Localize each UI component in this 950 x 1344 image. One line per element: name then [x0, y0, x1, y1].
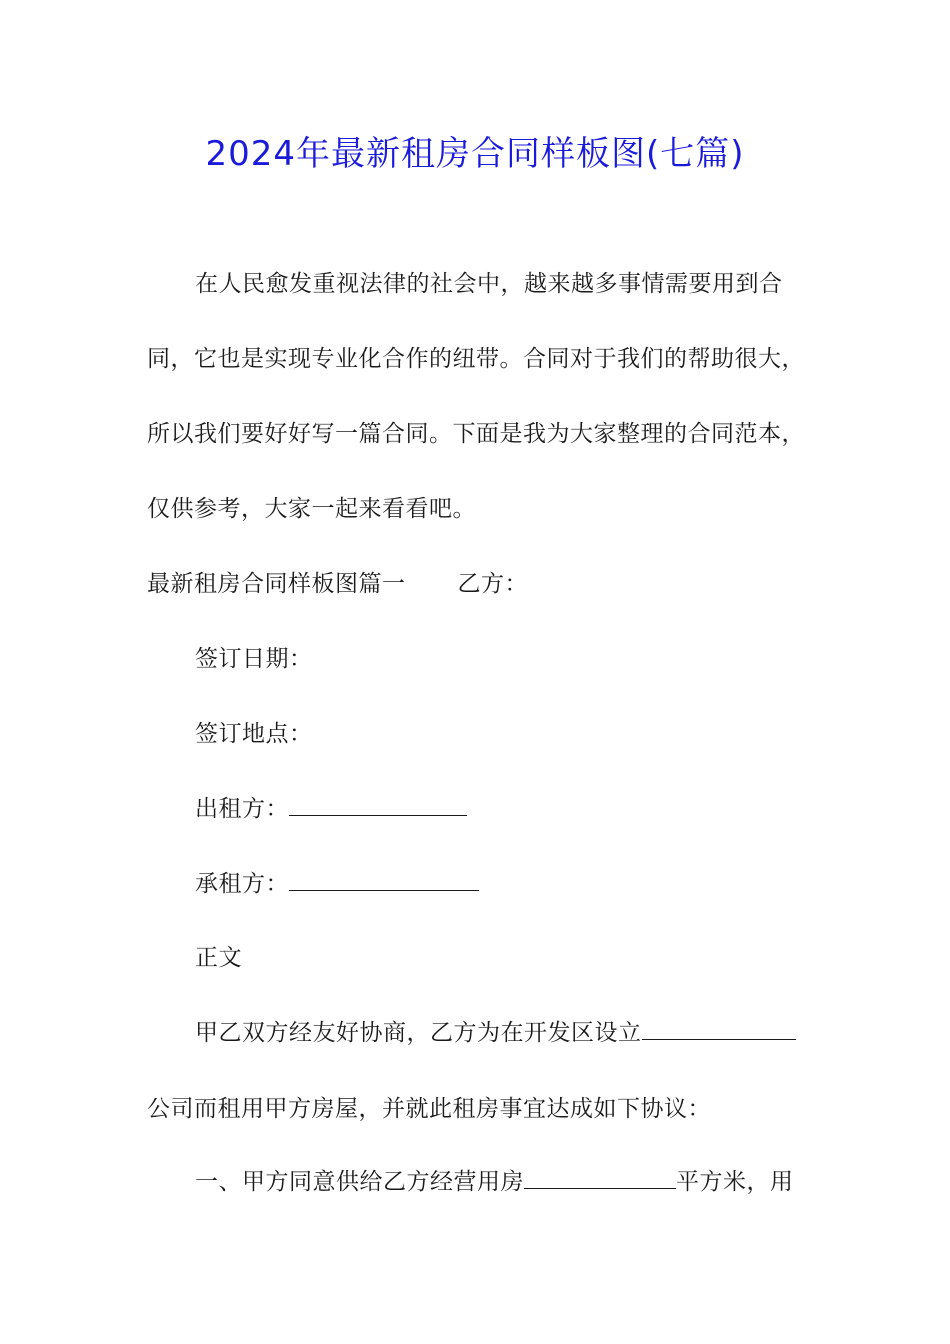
lessee-label: 承租方：	[195, 871, 289, 897]
intro-line-4: 仅供参考，大家一起来看看吧。	[147, 496, 476, 522]
document-title: 2024年最新租房合同样板图(七篇)	[205, 134, 745, 174]
clause1-part1: 一、甲方同意供给乙方经营用房	[195, 1169, 524, 1195]
lessee-row	[195, 868, 479, 900]
lessor-label: 出租方：	[195, 796, 289, 822]
sign-place-label: 签订地点：	[195, 721, 313, 747]
para1-part1: 甲乙双方经友好协商，乙方为在开发区设立	[195, 1020, 642, 1046]
lessor-blank	[289, 793, 467, 816]
para1-row	[195, 1017, 796, 1049]
section-heading: 最新租房合同样板图篇一	[147, 571, 406, 597]
party-b-label: 乙方：	[457, 571, 528, 597]
lessor-row	[195, 793, 467, 825]
sign-date-label: 签订日期：	[195, 646, 313, 672]
clause1-row	[195, 1166, 794, 1198]
intro-line-3: 所以我们要好好写一篇合同。下面是我为大家整理的合同范本，	[147, 421, 805, 447]
body-label: 正文	[195, 945, 242, 971]
clause1-part2: 平方米，用	[676, 1169, 794, 1195]
intro-line-1: 在人民愈发重视法律的社会中，越来越多事情需要用到合	[195, 271, 783, 297]
para1-part2: 公司而租用甲方房屋，并就此租房事宜达成如下协议：	[147, 1096, 711, 1122]
company-blank	[642, 1017, 796, 1040]
lessee-blank	[289, 868, 479, 891]
intro-line-2: 同，它也是实现专业化合作的纽带。合同对于我们的帮助很大，	[147, 346, 805, 372]
area-blank	[524, 1166, 676, 1189]
section-heading-row	[147, 568, 528, 600]
